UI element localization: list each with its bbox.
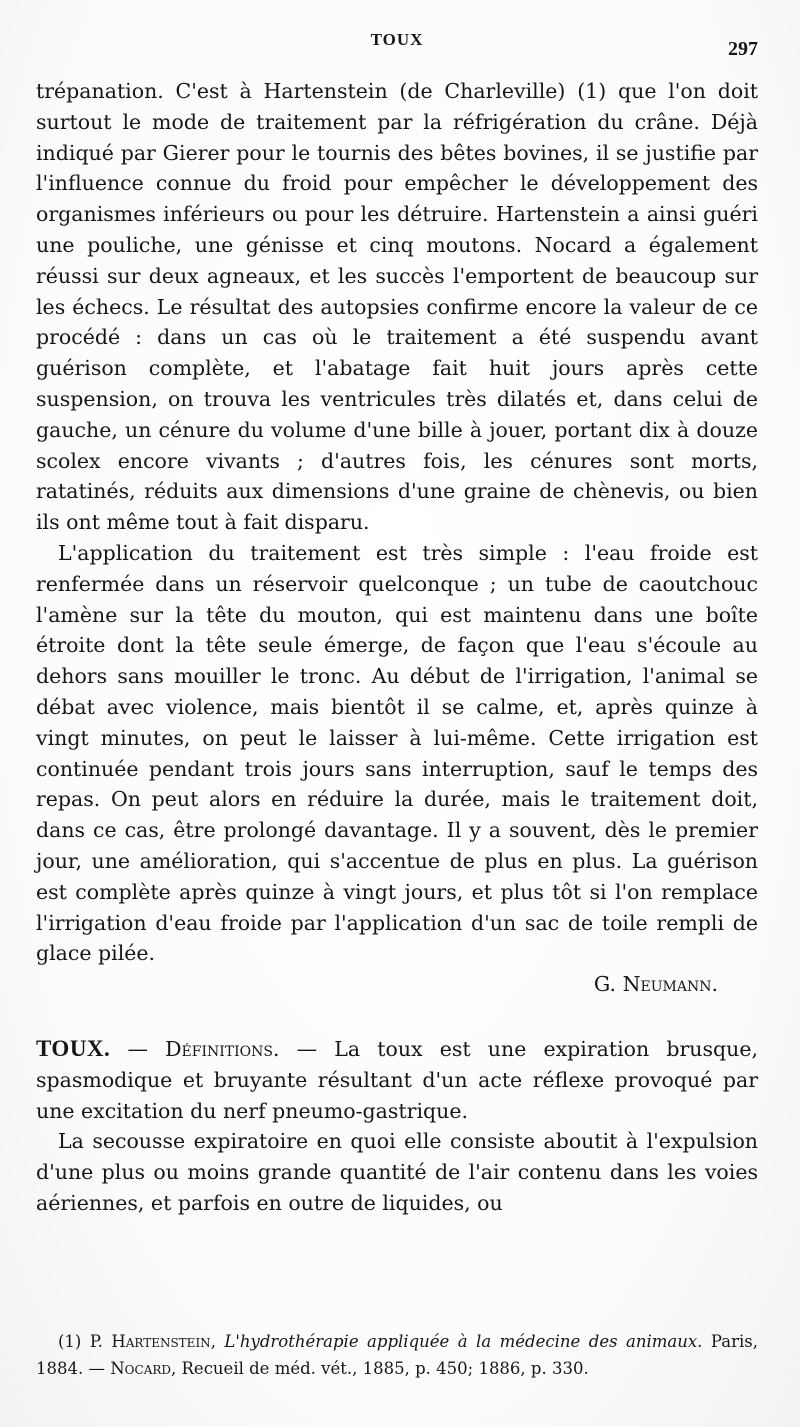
footnote-text — [36, 1328, 758, 1382]
footnote-marker: (1) — [58, 1332, 90, 1351]
footnote-citation: , Recueil de méd. vét., 1885, p. 450; 1886, p. 330. — [171, 1359, 589, 1378]
paragraph-application: L'application du traitement est très simple : l'eau froide est renfermée dans un réservoir quelconque ; un tube de caoutchouc l'amène sur la tête du mouton, qui est maintenu dans une boîte étroite dont la tête seule émerge, de façon que l'eau s'écoule au dehors sans mouiller le tronc. Au début de l'irrigation, l'animal se débat avec violence, mais bientôt il se calme, et, après quinze à vingt minutes, on peut le laisser à lui-même. Cette irrigation est continuée pendant trois jours sans interruption, sauf le temps des repas. On peut alors en réduire la durée, mais le traitement doit, dans ce cas, être prolongé davantage. Il y a souvent, dès le premier jour, une amélioration, qui s'accentue de plus en plus. La guérison est complète après quinze à vingt jours, et plus tôt si l'on remplace l'irrigation d'eau froide par l'application d'un sac de toile rempli de glace pilée. — [36, 540, 758, 966]
author-signature: G. Neumann. — [593, 972, 718, 997]
footnote — [36, 1328, 758, 1382]
footnote-reference: (1) — [577, 79, 607, 103]
paragraph-secousse: La secousse expiratoire en quoi elle consiste aboutit à l'expulsion d'une plus ou moins grande quantité de l'air contenu dans les voies aériennes, et parfois en outre de liquides, ou — [36, 1129, 758, 1215]
section-label: Définitions. — [165, 1036, 280, 1061]
footnote-title: L'hydrothérapie appliquée à la médecine des animaux. — [224, 1332, 703, 1351]
page-number: 297 — [728, 38, 758, 60]
footnote-separator: , — [210, 1332, 225, 1351]
footnote-author: P. Hartenstein — [89, 1332, 211, 1351]
dash: — — [110, 1036, 166, 1061]
footnote-citation: Paris, 1884. — — [36, 1332, 758, 1378]
page-header — [36, 30, 758, 60]
continued-article — [36, 76, 758, 1000]
article-toux — [36, 1034, 758, 1219]
paragraph-text: que l'on doit surtout le mode de traitement par la réfrigération du crâne. Déjà indiqué par Gierer pour le tournis des bêtes bovines, il se justifie par l'influence connue du froid pour empêcher le développement des organismes inférieurs ou pour les détruire. Hartenstein a ainsi guéri une pouliche, une génisse et cinq moutons. Nocard a également réussi sur deux agneaux, et les succès l'emportent de beaucoup sur les échecs. Le résultat des autopsies confirme encore la valeur de ce procédé : dans un cas où le traitement a été suspendu avant guérison complète, et l'abatage fait huit jours après cette suspension, on trouva les ventricules très dilatés et, dans celui de gauche, un cénure du volume d'une bille à jouer, portant dix à douze scolex encore vivants ; d'autres fois, les cénures sont morts, ratatinés, réduits aux dimensions d'une graine de chènevis, ou bien ils ont même tout à fait disparu. — [36, 79, 758, 535]
document-page — [36, 30, 758, 1410]
entry-headword: TOUX. — [36, 1035, 111, 1061]
dash: — — [279, 1036, 335, 1061]
paragraph-text: trépanation. C'est à Hartenstein (de Charleville) — [36, 79, 578, 103]
running-head: TOUX — [370, 30, 424, 49]
footnote-author: Nocard — [110, 1359, 172, 1378]
paragraph-trepanation — [36, 76, 758, 538]
definition-text: La toux est une expiration brusque, spasmodique et bruyante résultant d'un acte réflexe provoqué par une excitation du nerf pneumo-gastrique. — [36, 1036, 758, 1123]
article-definition-paragraph — [36, 1034, 758, 1126]
